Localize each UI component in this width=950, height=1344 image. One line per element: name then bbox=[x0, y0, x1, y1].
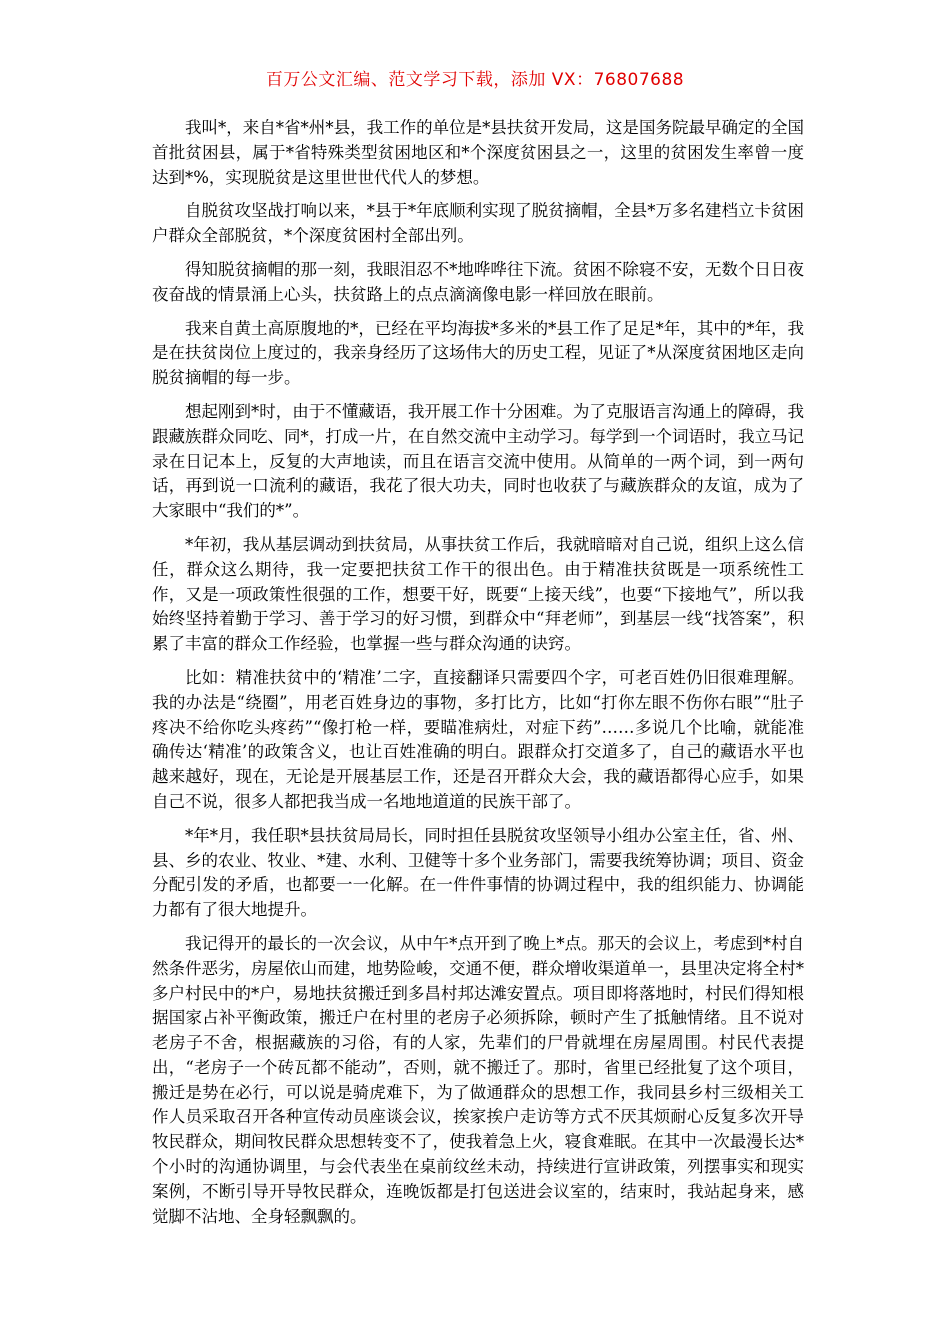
paragraph-3: 得知脱贫摘帽的那一刻，我眼泪忍不*地哗哗往下流。贫困不除寝不安，无数个日日夜夜奋战的情景涌上心头，扶贫路上的点点滴滴像电影一样回放在眼前。 bbox=[152, 259, 804, 304]
paragraph-4: 我来自黄土高原腹地的*，已经在平均海拔*多米的*县工作了足足*年，其中的*年，我是在扶贫岗位上度过的，我亲身经历了这场伟大的历史工程，见证了*从深度贫困地区走向脱贫摘帽的每一步。 bbox=[152, 318, 804, 388]
paragraph-7: 比如：精准扶贫中的‘精准’二字，直接翻译只需要四个字，可老百姓仍旧很难理解。我的办法是“绕圈”，用老百姓身边的事物，多打比方，比如“打你左眼不伤你右眼”“肚子疼决不给你吃头疼药”“像打枪一样，要瞄准病灶，对症下药”……多说几个比喻，就能准确传达‘精准’的政策含义，也让百姓准确的明白。跟群众打交道多了，自己的藏语水平也越来越好，现在，无论是开展基层工作，还是召开群众大会，我的藏语都得心应手，如果自己不说，很多人都把我当成一名地地道道的民族干部了。 bbox=[152, 667, 804, 811]
paragraph-6: *年初，我从基层调动到扶贫局，从事扶贫工作后，我就暗暗对自己说，组织上这么信任，群众这么期待，我一定要把扶贫工作干的很出色。由于精准扶贫既是一项系统性工作，又是一项政策性很强的工作，想要干好，既要“上接天线”，也要“下接地气”，所以我始终坚持着勤于学习、善于学习的好习惯，到群众中“拜老师”，到基层一线“找答案”，积累了丰富的群众工作经验，也掌握一些与群众沟通的诀窍。 bbox=[152, 534, 804, 654]
paragraph-2: 自脱贫攻坚战打响以来，*县于*年底顺利实现了脱贫摘帽，全县*万多名建档立卡贫困户群众全部脱贫，*个深度贫困村全部出列。 bbox=[152, 201, 804, 246]
header-banner: 百万公文汇编、范文学习下载，添加 VX：76807688 bbox=[265, 70, 685, 90]
paragraph-5: 想起刚到*时，由于不懂藏语，我开展工作十分困难。为了克服语言沟通上的障碍，我跟藏族群众同吃、同*，打成一片，在自然交流中主动学习。每学到一个词语时，我立马记录在日记本上，反复的大声地读，而且在语言交流中使用。从简单的一两个词，到一两句话，再到说一口流利的藏语，我花了很大功夫，同时也收获了与藏族群众的友谊，成为了大家眼中“我们的*”。 bbox=[152, 401, 804, 521]
body-text bbox=[152, 116, 804, 1238]
paragraph-8: *年*月，我任职*县扶贫局局长，同时担任县脱贫攻坚领导小组办公室主任，省、州、县、乡的农业、牧业、*建、水利、卫健等十多个业务部门，需要我统筹协调；项目、资金分配引发的矛盾，也都要一一化解。在一件件事情的协调过程中，我的组织能力、协调能力都有了很大地提升。 bbox=[152, 825, 804, 920]
paragraph-9: 我记得开的最长的一次会议，从中午*点开到了晚上*点。那天的会议上，考虑到*村自然条件恶劣，房屋依山而建，地势险峻，交通不便，群众增收渠道单一，县里决定将全村*多户村民中的*户，易地扶贫搬迁到多昌村邦达滩安置点。项目即将落地时，村民们得知根据国家占补平衡政策，搬迁户在村里的老房子必须拆除，顿时产生了抵触情绪。且不说对老房子不舍，根据藏族的习俗，有的人家，先辈们的尸骨就埋在房屋周围。村民代表提出，“老房子一个砖瓦都不能动”，否则，就不搬迁了。那时，省里已经批复了这个项目，搬迁是势在必行，可以说是骑虎难下，为了做通群众的思想工作，我同县乡村三级相关工作人员采取召开各种宣传动员座谈会议，挨家挨户走访等方式不厌其烦耐心反复多次开导牧民群众，期间牧民群众思想转变不了，使我着急上火，寝食难眠。在其中一次最漫长达*个小时的沟通协调里，与会代表坐在桌前纹丝未动，持续进行宣讲政策，列摆事实和现实案例，不断引导开导牧民群众，连晚饭都是打包送进会议室的，结束时，我站起身来，感觉脚不沾地、全身轻飘飘的。 bbox=[152, 933, 804, 1226]
paragraph-1: 我叫*，来自*省*州*县，我工作的单位是*县扶贫开发局，这是国务院最早确定的全国首批贫困县，属于*省特殊类型贫困地区和*个深度贫困县之一，这里的贫困发生率曾一度达到*%，实现脱贫是这里世世代代人的梦想。 bbox=[152, 118, 804, 187]
